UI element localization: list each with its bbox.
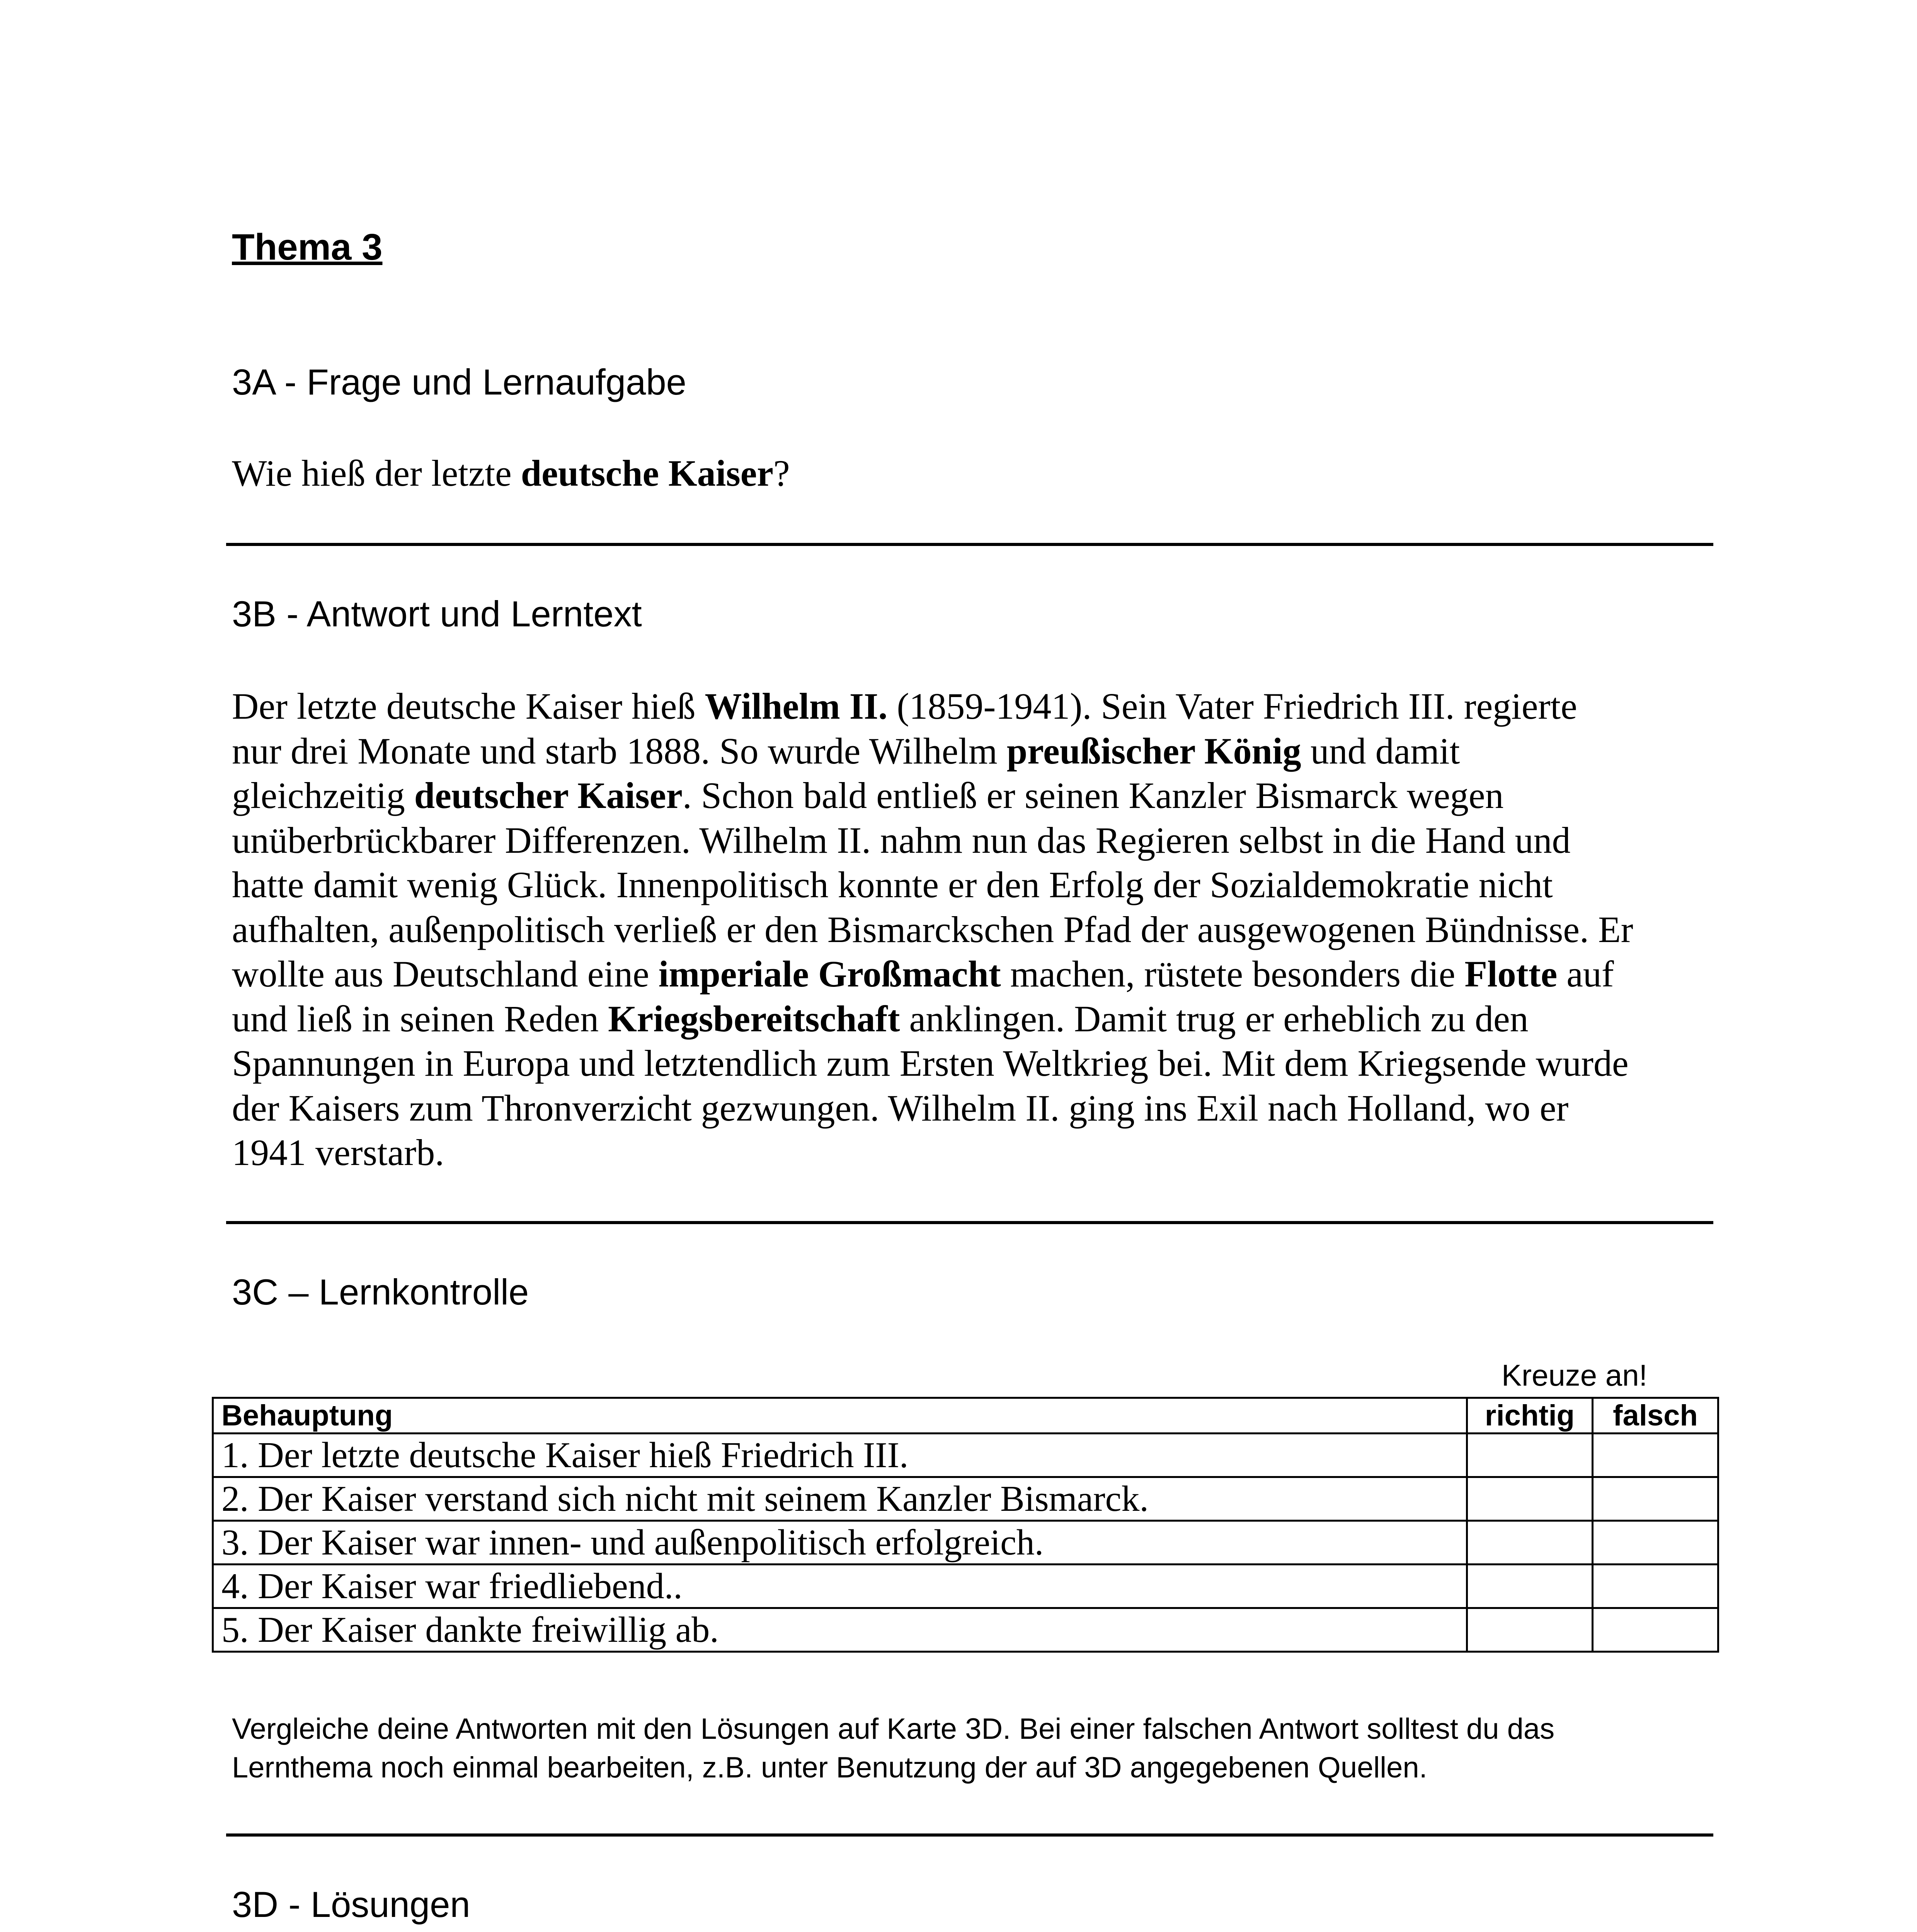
paragraph-line: [232, 729, 1724, 774]
text-run: unüberbrückbarer Differenzen. Wilhelm II. nahm nun das Regieren selbst in die Hand und: [232, 819, 1571, 861]
text-run: Der letzte deutsche Kaiser hieß: [232, 685, 705, 727]
right-checkbox-cell[interactable]: [1467, 1565, 1593, 1608]
paragraph-line: [232, 1041, 1724, 1086]
text-run: der Kaisers zum Thronverzicht gezwungen. Wilhelm II. ging ins Exil nach Holland, wo er: [232, 1087, 1569, 1129]
text-run: Spannungen in Europa und letztendlich zum Ersten Weltkrieg bei. Mit dem Kriegsende wurde: [232, 1043, 1629, 1084]
paragraph-line: [232, 862, 1724, 907]
instruction-note: [232, 1710, 1554, 1787]
right-checkbox-cell[interactable]: [1467, 1521, 1593, 1565]
section-b-heading: 3B - Antwort und Lerntext: [232, 594, 642, 634]
table-row: [213, 1521, 1718, 1565]
bold-term: Flotte: [1464, 953, 1558, 995]
question-text: [232, 452, 790, 495]
quiz-table: [212, 1397, 1719, 1653]
table-row: [213, 1434, 1718, 1477]
table-row: [213, 1565, 1718, 1608]
text-run: 1941 verstarb.: [232, 1132, 444, 1173]
text-run: ?: [773, 452, 790, 494]
bold-term: preußischer König: [1006, 730, 1301, 772]
table-header-row: [213, 1398, 1718, 1434]
wrong-checkbox-cell[interactable]: [1593, 1434, 1718, 1477]
table-row: [213, 1608, 1718, 1652]
table-row: [213, 1477, 1718, 1521]
right-checkbox-cell[interactable]: [1467, 1434, 1593, 1477]
paragraph-line: [232, 773, 1724, 818]
note-line: Lernthema noch einmal bearbeiten, z.B. unter Benutzung der auf 3D angegebenen Quellen.: [232, 1751, 1427, 1784]
text-run: wollte aus Deutschland eine: [232, 953, 659, 995]
wrong-checkbox-cell[interactable]: [1593, 1521, 1718, 1565]
paragraph-line: [232, 1130, 1724, 1175]
section-c-heading: 3C – Lernkontrolle: [232, 1272, 529, 1312]
bold-term: Kriegsbereitschaft: [608, 998, 900, 1039]
text-run: . Schon bald entließ er seinen Kanzler Bismarck wegen: [682, 775, 1504, 816]
wrong-checkbox-cell[interactable]: [1593, 1608, 1718, 1652]
text-run: anklingen. Damit trug er erheblich zu den: [900, 998, 1529, 1039]
text-run: und damit: [1301, 730, 1460, 772]
bold-term: deutscher Kaiser: [414, 775, 683, 816]
section-a-heading: 3A - Frage und Lernaufgabe: [232, 362, 686, 402]
text-run: gleichzeitig: [232, 775, 414, 816]
statement-cell: 5. Der Kaiser dankte freiwillig ab.: [213, 1608, 1467, 1652]
text-run: nur drei Monate und starb 1888. So wurde Wilhelm: [232, 730, 1007, 772]
paragraph-line: [232, 907, 1724, 952]
bold-term: imperiale Großmacht: [658, 953, 1001, 995]
instruction-text: Kreuze an!: [1502, 1358, 1648, 1392]
right-checkbox-cell[interactable]: [1467, 1608, 1593, 1652]
divider: [226, 543, 1713, 546]
text-run: Wie hieß der letzte: [232, 452, 521, 494]
statement-cell: 4. Der Kaiser war friedliebend..: [213, 1565, 1467, 1608]
right-checkbox-cell[interactable]: [1467, 1477, 1593, 1521]
statement-cell: 3. Der Kaiser war innen- und außenpolitisch erfolgreich.: [213, 1521, 1467, 1565]
wrong-checkbox-cell[interactable]: [1593, 1477, 1718, 1521]
text-run: machen, rüstete besonders die: [1001, 953, 1465, 995]
text-run: aufhalten, außenpolitisch verließ er den Bismarckschen Pfad der ausgewogenen Bündnisse. Er: [232, 908, 1633, 950]
section-d-heading: 3D - Lösungen: [232, 1884, 470, 1925]
wrong-checkbox-cell[interactable]: [1593, 1565, 1718, 1608]
paragraph-line: [232, 818, 1724, 863]
text-run: und ließ in seinen Reden: [232, 998, 608, 1039]
divider: [226, 1833, 1713, 1837]
page-title: Thema 3: [232, 226, 383, 268]
bold-term: deutsche Kaiser: [521, 452, 773, 494]
note-line: Vergleiche deine Antworten mit den Lösungen auf Karte 3D. Bei einer falschen Antwort solltest du das: [232, 1713, 1555, 1745]
paragraph-line: [232, 684, 1724, 729]
text-run: (1859-1941). Sein Vater Friedrich III. regierte: [887, 685, 1577, 727]
paragraph-line: [232, 1086, 1724, 1131]
divider: [226, 1221, 1713, 1224]
text-run: auf: [1557, 953, 1614, 995]
answer-paragraph: [232, 684, 1724, 1175]
header-right: richtig: [1467, 1398, 1593, 1434]
statement-cell: 1. Der letzte deutsche Kaiser hieß Friedrich III.: [213, 1434, 1467, 1477]
paragraph-line: [232, 952, 1724, 997]
header-statement: Behauptung: [213, 1398, 1467, 1434]
text-run: hatte damit wenig Glück. Innenpolitisch konnte er den Erfolg der Sozialdemokratie nicht: [232, 864, 1553, 905]
statement-cell: 2. Der Kaiser verstand sich nicht mit seinem Kanzler Bismarck.: [213, 1477, 1467, 1521]
paragraph-line: [232, 997, 1724, 1041]
header-wrong: falsch: [1593, 1398, 1718, 1434]
bold-term: Wilhelm II.: [705, 685, 888, 727]
